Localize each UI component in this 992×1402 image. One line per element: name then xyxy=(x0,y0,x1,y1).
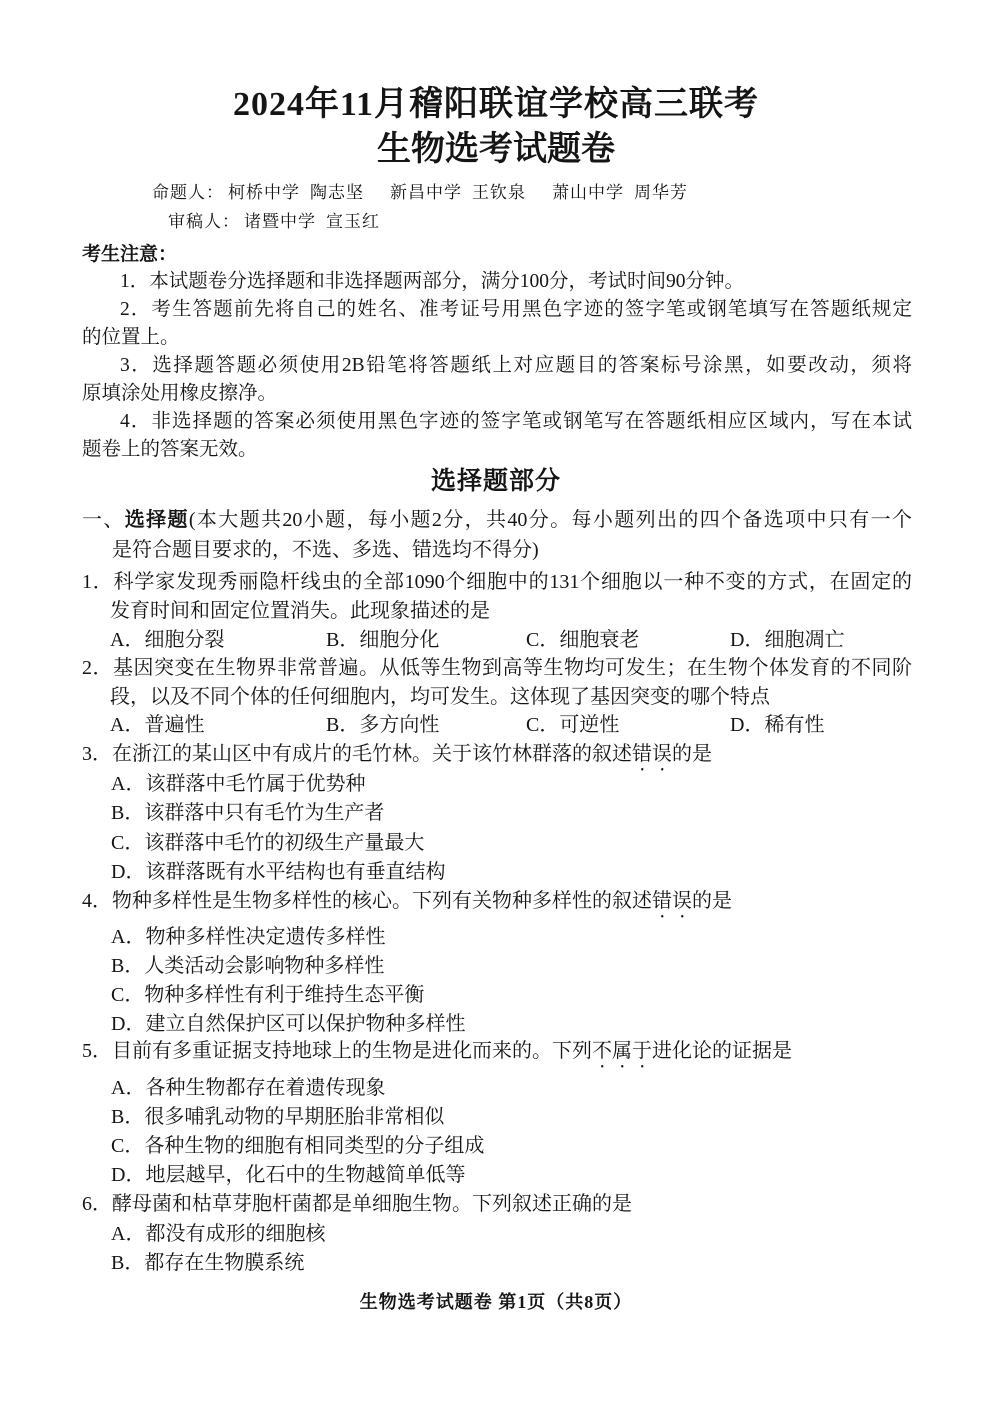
emphasized-text: 错误 xyxy=(652,890,692,912)
stem-text: 4．物种多样性是生物多样性的核心。下列有关物种多样性的叙述 xyxy=(82,890,652,912)
author-entry xyxy=(228,183,364,202)
author-school: 柯桥中学 xyxy=(228,183,300,202)
author-school: 新昌中学 xyxy=(390,183,462,202)
notice-line: 题卷上的答案无效。 xyxy=(82,439,258,460)
section-intro-line xyxy=(82,505,912,535)
question-5 xyxy=(82,1037,912,1190)
author-name: 周华芳 xyxy=(634,183,688,202)
notice-item xyxy=(82,408,912,464)
notice-list xyxy=(82,268,912,464)
question-stem-line: 1．科学家发现秀丽隐杆线虫的全部1090个细胞中的131个细胞以一种不变的方式，在固定的 xyxy=(82,571,912,593)
question-options xyxy=(82,711,912,740)
emphasized-text: 不属于 xyxy=(592,1040,652,1062)
option-c: C．该群落中毛竹的初级生产量最大 xyxy=(111,831,425,854)
question-stem xyxy=(82,887,912,917)
option-a: A．各种生物都存在着遗传现象 xyxy=(111,1076,386,1099)
reviewer-entry xyxy=(244,212,380,231)
option-b: B．很多哺乳动物的早期胚胎非常相似 xyxy=(111,1105,445,1128)
question-2 xyxy=(82,654,912,740)
option-a: A．该群落中毛竹属于优势种 xyxy=(111,772,366,795)
stem-text: 5．目前有多重证据支持地球上的生物是进化而来的。下列 xyxy=(82,1040,592,1062)
question-options xyxy=(82,626,912,655)
option-b: B．该群落中只有毛竹为生产者 xyxy=(111,802,385,824)
section-intro-text: (本大题共20小题，每小题2分，共40分。每小题列出的四个备选项中只有一个 xyxy=(188,509,913,531)
reviewer-school: 诸暨中学 xyxy=(244,212,316,231)
notice-line: 4．非选择题的答案必须使用黑色字迹的签字笔或钢笔写在答题纸相应区域内，写在本试 xyxy=(120,411,912,432)
question-stem xyxy=(82,740,912,770)
question-options xyxy=(82,1074,912,1190)
question-4 xyxy=(82,887,912,1039)
notice-line: 3．选择题答题必须使用2B铅笔将答题纸上对应题目的答案标号涂黑，如要改动，须将 xyxy=(120,355,912,376)
page-footer: 生物选考试题卷 第1页（共8页） xyxy=(359,1292,633,1312)
author-name: 陶志坚 xyxy=(310,183,364,202)
stem-text: 3．在浙江的某山区中有成片的毛竹林。关于该竹林群落的叙述 xyxy=(82,743,632,765)
section-heading: 选择题 xyxy=(124,509,189,531)
option-c: C．各种生物的细胞有相同类型的分子组成 xyxy=(111,1134,485,1157)
author-entry xyxy=(390,183,526,202)
question-3 xyxy=(82,740,912,888)
option-a: A．普遍性 xyxy=(110,714,205,736)
section-title: 选择题部分 xyxy=(430,468,561,495)
authors-line xyxy=(152,179,688,207)
stem-text: 进化论的证据是 xyxy=(652,1040,792,1062)
reviewer-name: 宣玉红 xyxy=(326,212,380,231)
option-d: D．建立自然保护区可以保护物种多样性 xyxy=(111,1012,466,1035)
reviewer-label: 审稿人： xyxy=(168,212,240,231)
section-intro-line: 是符合题目要求的，不选、多选、错选均不得分) xyxy=(112,539,539,561)
author-name: 王钦泉 xyxy=(472,183,526,202)
option-a: A．物种多样性决定遗传多样性 xyxy=(111,925,386,948)
option-d: D．稀有性 xyxy=(730,714,825,736)
emphasized-text: 错误 xyxy=(632,743,672,765)
notice-line: 的位置上。 xyxy=(82,327,180,348)
section-number: 一、 xyxy=(82,509,125,531)
option-b: B．人类活动会影响物种多样性 xyxy=(111,954,385,977)
stem-text: 的是 xyxy=(672,743,712,765)
question-stem xyxy=(82,1037,912,1067)
question-stem-line: 发育时间和固定位置消失。此现象描述的是 xyxy=(110,600,490,622)
authors-label: 命题人： xyxy=(152,183,224,202)
option-c: C．细胞衰老 xyxy=(526,629,640,651)
notice-item xyxy=(82,352,912,408)
question-options xyxy=(82,923,912,1039)
option-a: A．细胞分裂 xyxy=(110,629,225,651)
exam-title: 2024年11月稽阳联谊学校高三联考 xyxy=(232,86,760,123)
question-stem-line: 段，以及不同个体的任何细胞内，均可发生。这体现了基因突变的哪个特点 xyxy=(110,685,770,708)
section-intro xyxy=(82,505,912,565)
option-c: C．物种多样性有利于维持生态平衡 xyxy=(111,983,425,1006)
notice-item xyxy=(82,268,912,296)
option-b: B．多方向性 xyxy=(326,714,440,736)
author-entry xyxy=(552,183,688,202)
reviewer-line xyxy=(168,208,380,236)
option-b: B．都存在生物膜系统 xyxy=(111,1252,305,1274)
option-d: D．地层越早，化石中的生物越简单低等 xyxy=(111,1163,466,1186)
question-stem-line: 2．基因突变在生物界非常普遍。从低等生物到高等生物均可发生；在生物个体发育的不同阶 xyxy=(82,657,912,679)
notice-line: 2．考生答题前先将自己的姓名、准考证号用黑色字迹的签字笔或钢笔填写在答题纸规定 xyxy=(120,299,912,320)
option-a: A．都没有成形的细胞核 xyxy=(111,1222,326,1245)
option-d: D．该群落既有水平结构也有垂直结构 xyxy=(111,861,446,883)
option-c: C．可逆性 xyxy=(526,714,620,736)
question-stem: 6．酵母菌和枯草芽胞杆菌都是单细胞生物。下列叙述正确的是 xyxy=(82,1193,632,1215)
notice-heading: 考生注意： xyxy=(82,244,178,265)
notice-item xyxy=(82,296,912,352)
notice-line: 1．本试题卷分选择题和非选择题两部分，满分100分，考试时间90分钟。 xyxy=(120,271,745,292)
question-6 xyxy=(82,1190,912,1279)
question-options xyxy=(82,770,912,888)
stem-text: 的是 xyxy=(692,890,732,912)
notice-line: 原填涂处用橡皮擦净。 xyxy=(82,383,278,404)
question-1 xyxy=(82,568,912,655)
author-school: 萧山中学 xyxy=(552,183,624,202)
question-options xyxy=(82,1220,912,1279)
option-b: B．细胞分化 xyxy=(326,629,440,651)
exam-subtitle: 生物选考试题卷 xyxy=(377,131,615,168)
option-d: D．细胞凋亡 xyxy=(730,629,845,651)
